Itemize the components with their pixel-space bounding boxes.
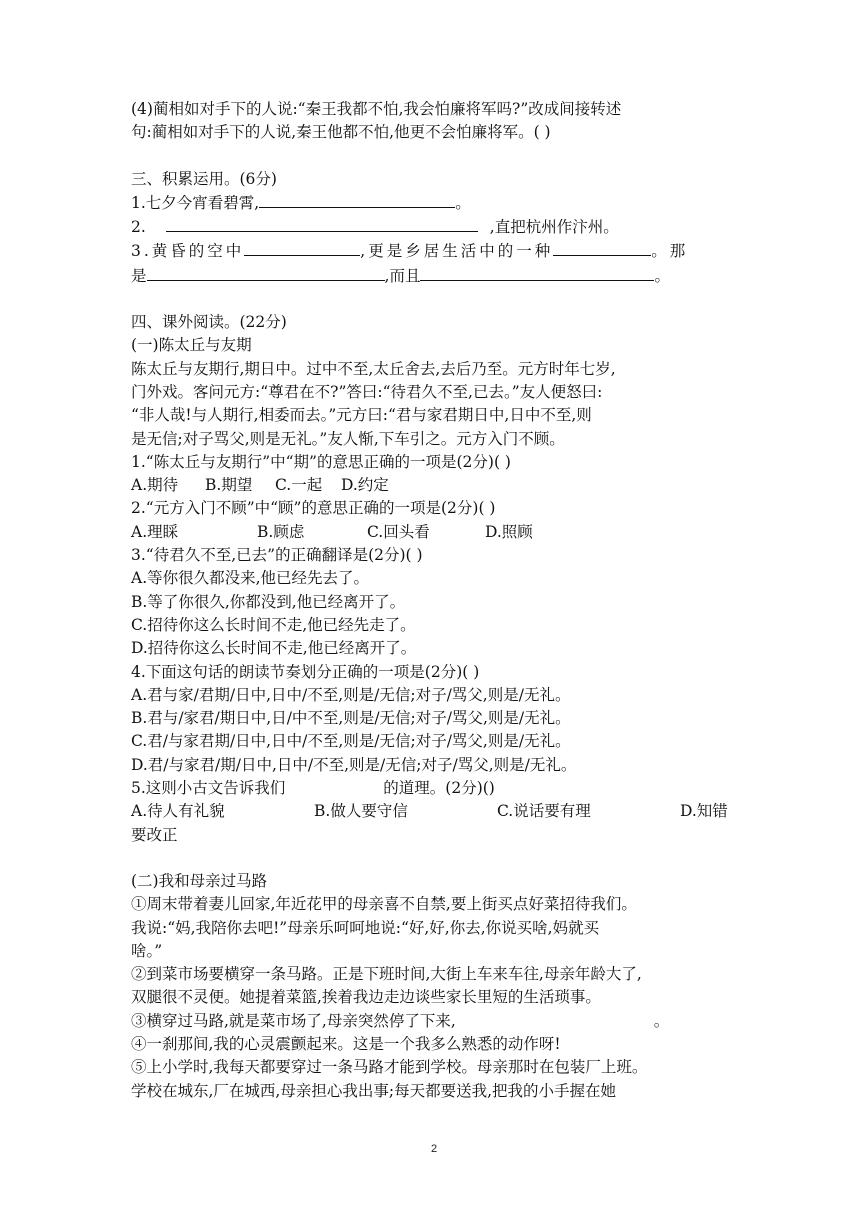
option-b[interactable]: B.期望 xyxy=(205,476,253,495)
section3-item1: 1.七夕今宵看碧霄, 。 xyxy=(131,191,741,215)
option-d[interactable]: D.招待你这么长时间不走,他已经离开了。 xyxy=(131,639,417,658)
passage2-line: ⑤上小学时,我每天都要穿过一条马路才能到学校。母亲那时在包装厂上班。 xyxy=(131,1058,648,1077)
page-number: 2 xyxy=(430,1143,438,1155)
question-5: 5.这则小古文告诉我们 的道理。(2分)() xyxy=(131,779,495,798)
section3-item2: 2. ,直把杭州作汴州。 xyxy=(131,215,741,239)
question-2-options xyxy=(131,521,741,544)
section3-item3-line2: 是 ,而且 。 xyxy=(131,264,741,288)
answer-blank[interactable] xyxy=(244,239,360,256)
q4-rewrite-line2: 句:蔺相如对手下的人说,秦王他都不怕,他更不会怕廉将军。( ) xyxy=(131,123,551,142)
answer-blank[interactable] xyxy=(553,239,651,256)
section4-title: 四、课外阅读。(22分) xyxy=(131,313,287,332)
option-d[interactable]: D.照顾 xyxy=(485,522,533,541)
passage2-line: ④一刹那间,我的心灵震颤起来。这是一个我多么熟悉的动作呀! xyxy=(131,1034,561,1053)
question-4: 4.下面这句话的朗读节奏划分正确的一项是(2分)( ) xyxy=(131,662,480,681)
passage2-line: 双腿很不灵便。她提着菜篮,挨着我边走边谈些家长里短的生活琐事。 xyxy=(131,988,601,1007)
option-a[interactable]: A.等你很久都没来,他已经先去了。 xyxy=(131,569,370,588)
option-c[interactable]: C.君/与家君期/日中,日中/不至,则是/无信;对子/骂父,则是/无礼。 xyxy=(131,732,571,751)
option-c[interactable]: C.回头看 xyxy=(367,522,430,541)
question-2: 2.“元方入门不顾”中“顾”的意思正确的一项是(2分)( ) xyxy=(131,499,496,518)
answer-blank[interactable] xyxy=(147,264,385,281)
passage2-line: ②到菜市场要横穿一条马路。正是下班时间,大街上车来车往,母亲年龄大了, xyxy=(131,965,642,984)
answer-blank[interactable] xyxy=(259,191,455,208)
answer-blank[interactable] xyxy=(420,264,654,281)
option-b[interactable]: B.做人要守信 xyxy=(314,802,408,821)
passage2-line: 啥。” xyxy=(131,941,163,960)
option-c[interactable]: C.说话要有理 xyxy=(497,802,591,821)
passage1-line: 是无信;对子骂父,则是无礼。”友人惭,下车引之。元方入门不顾。 xyxy=(131,429,565,448)
section3-item3-line1: 3.黄昏的空中 ,更是乡居生活中的一种 。那 xyxy=(131,239,741,263)
option-c[interactable]: C.一起 xyxy=(275,476,323,495)
option-a[interactable]: A.君与家/君期/日中,日中/不至,则是/无信;对子/骂父,则是/无礼。 xyxy=(131,685,571,704)
option-b[interactable]: B.等了你很久,你都没到,他已经离开了。 xyxy=(131,592,406,611)
option-b[interactable]: B.顾虑 xyxy=(257,522,305,541)
passage2-line: 我说:“妈,我陪你去吧!”母亲乐呵呵地说:“好,好,你去,你说买啥,妈就买 xyxy=(131,918,600,937)
option-b[interactable]: B.君与/家君/期日中,日/中不至,则是/无信;对子/骂父,则是/无礼。 xyxy=(131,709,571,728)
option-d[interactable]: D.知错 xyxy=(680,802,728,821)
document-page xyxy=(131,98,741,1103)
option-a[interactable]: A.待人有礼貌 xyxy=(131,802,225,821)
question-1: 1.“陈太丘与友期行”中“期”的意思正确的一项是(2分)( ) xyxy=(131,452,511,471)
option-a[interactable]: A.理睬 xyxy=(131,522,179,541)
option-a[interactable]: A.期待 xyxy=(131,476,179,495)
option-d[interactable]: D.约定 xyxy=(341,476,389,495)
passage2-line: 学校在城东,厂在城西,母亲担心我出事;每天都要送我,把我的小手握在她 xyxy=(131,1081,617,1100)
section3-title: 三、积累运用。(6分) xyxy=(131,169,277,188)
answer-blank[interactable] xyxy=(166,215,478,232)
option-d[interactable]: D.君/与家君/期/日中,日中/不至,则是/无信;对子/骂父,则是/无礼。 xyxy=(131,755,577,774)
question-5-options-cont: 要改正 xyxy=(131,825,178,844)
question-1-options xyxy=(131,474,741,497)
passage2-line-3: ③横穿过马路,就是菜市场了,母亲突然停了下来, 。 xyxy=(131,1011,670,1030)
question-3: 3.“待君久不至,已去”的正确翻译是(2分)( ) xyxy=(131,546,423,565)
passage1-title: (一)陈太丘与友期 xyxy=(131,336,252,355)
passage2-line: ①周末带着妻儿回家,年近花甲的母亲喜不自禁,要上街买点好菜招待我们。 xyxy=(131,895,637,914)
passage2-title: (二)我和母亲过马路 xyxy=(131,871,268,890)
passage1-line: 陈太丘与友期行,期日中。过中不至,太丘舍去,去后乃至。元方时年七岁, xyxy=(131,359,616,378)
q4-rewrite-line1: (4)蔺相如对手下的人说:“秦王我都不怕,我会怕廉将军吗?”改成间接转述 xyxy=(131,100,622,118)
passage1-line: “非人哉!与人期行,相委而去。”元方曰:“君与家君期日中,日中不至,则 xyxy=(131,406,592,425)
option-c[interactable]: C.招待你这么长时间不走,他已经先走了。 xyxy=(131,615,416,634)
question-5-options xyxy=(131,800,741,823)
passage1-line: 门外戏。客问元方:“尊君在不?”答曰:“待君久不至,已去。”友人便怒曰: xyxy=(131,382,603,401)
